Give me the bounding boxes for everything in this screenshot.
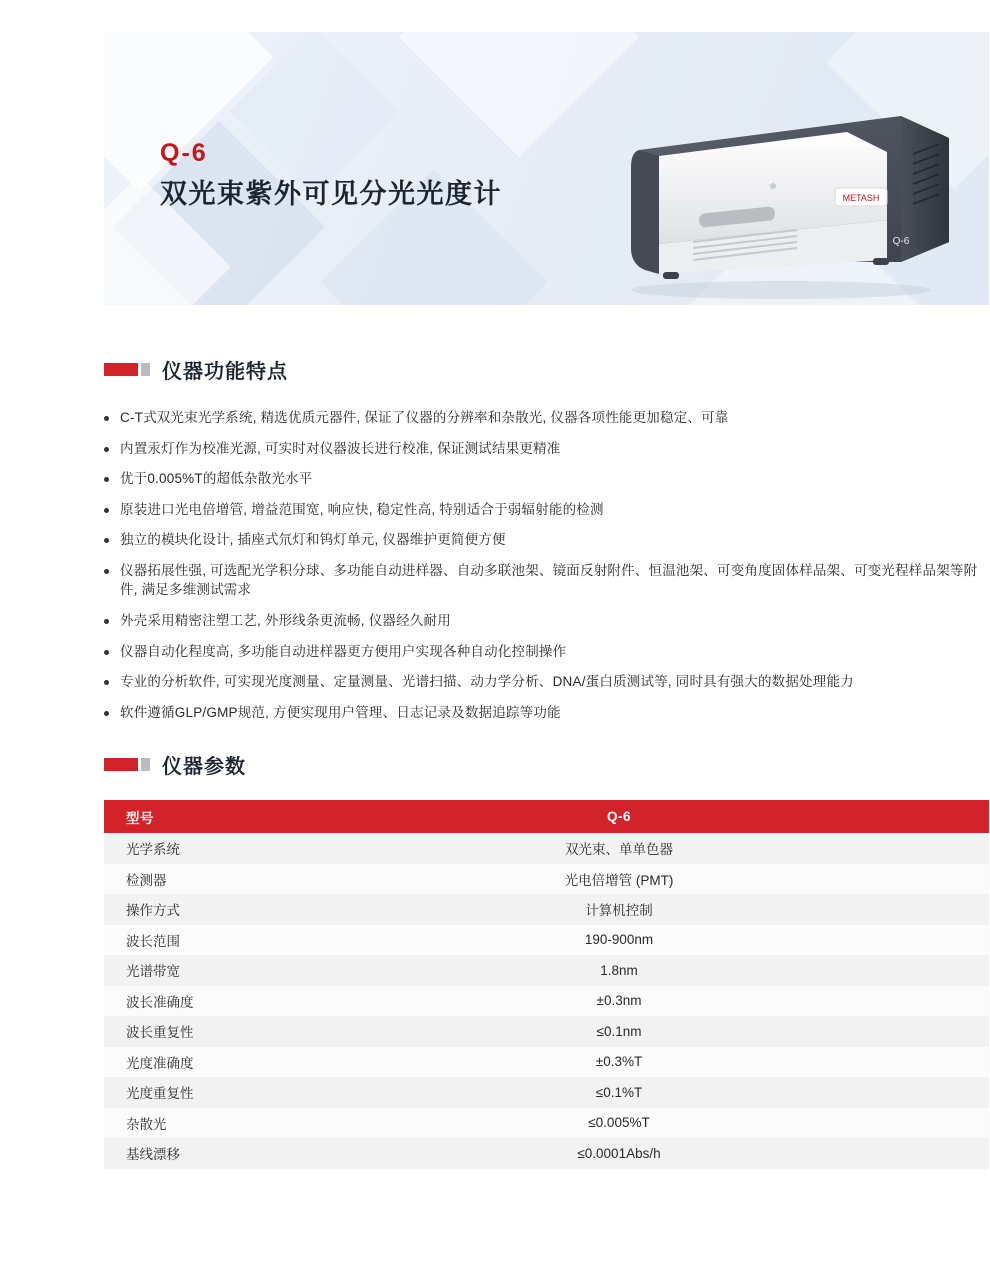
feature-text: 内置汞灯作为校准光源, 可实时对仪器波长进行校准, 保证测试结果更精准: [120, 440, 561, 456]
param-value: 双光束、单单色器: [565, 842, 673, 858]
product-model: Q-6: [160, 139, 208, 167]
bullet-icon: [104, 711, 109, 716]
spectrophotometer-image: [601, 92, 961, 305]
features-list: [104, 408, 990, 733]
feature-text: 外壳采用精密注塑工艺, 外形线条更流畅, 仪器经久耐用: [120, 612, 451, 628]
list-item: [104, 500, 990, 520]
param-value: 计算机控制: [585, 903, 653, 919]
list-item: [104, 439, 990, 459]
bullet-icon: [104, 477, 109, 482]
parameters-section-heading: [104, 750, 246, 779]
parameters-heading-text: 仪器参数: [162, 756, 246, 778]
bullet-icon: [104, 680, 109, 685]
bullet-icon: [104, 619, 109, 624]
table-row: [104, 1016, 989, 1047]
table-row: [104, 986, 989, 1017]
list-item: [104, 642, 990, 662]
param-label: 操作方式: [126, 903, 180, 919]
bullet-icon: [104, 538, 109, 543]
param-label: 波长准确度: [126, 994, 194, 1010]
feature-text: 专业的分析软件, 可实现光度测量、定量测量、光谱扫描、动力学分析、DNA/蛋白质测试等, 同时具有强大的数据处理能力: [120, 674, 854, 690]
bullet-icon: [104, 508, 109, 513]
bullet-icon: [104, 569, 109, 574]
column-header-model: 型号: [104, 800, 249, 833]
table-row: [104, 955, 989, 986]
param-label: 杂散光: [126, 1116, 167, 1132]
product-title: 双光束紫外可见分光光度计: [160, 178, 502, 209]
feature-text: 优于0.005%T的超低杂散光水平: [120, 471, 313, 487]
param-value: ±0.3nm: [596, 993, 642, 1009]
param-value: 190-900nm: [584, 932, 654, 948]
column-header-value: Q-6: [249, 800, 989, 833]
param-value: ≤0.0001Abs/h: [577, 1145, 661, 1161]
bullet-icon: [104, 447, 109, 452]
param-label: 波长重复性: [126, 1025, 194, 1041]
param-value: 光电倍增管 (PMT): [564, 872, 674, 888]
table-row: [104, 894, 989, 925]
feature-text: 原装进口光电倍增管, 增益范围宽, 响应快, 稳定性高, 特别适合于弱辐射能的检测: [120, 501, 604, 517]
list-item: [104, 469, 990, 489]
param-value: ±0.3%T: [595, 1054, 643, 1070]
list-item: [104, 408, 990, 428]
hero-text-block: [160, 140, 502, 210]
param-value: ≤0.1nm: [596, 1023, 642, 1039]
table-row: [104, 925, 989, 956]
heading-marker-icon: [104, 363, 150, 376]
hero-banner: [104, 32, 989, 305]
param-label: 波长范围: [126, 933, 180, 949]
bullet-icon: [104, 650, 109, 655]
list-item: [104, 672, 990, 692]
feature-text: 仪器拓展性强, 可选配光学积分球、多功能自动进样器、自动多联池架、镜面反射附件、恒温池架、可变角度固体样品架、可变光程样品架等附件, 满足多维测试需求: [120, 562, 978, 598]
feature-text: 软件遵循GLP/GMP规范, 方便实现用户管理、日志记录及数据追踪等功能: [120, 704, 561, 720]
feature-text: 仪器自动化程度高, 多功能自动进样器更方便用户实现各种自动化控制操作: [120, 643, 567, 659]
table-row: [104, 1077, 989, 1108]
table-row: [104, 833, 989, 864]
feature-text: C-T式双光束光学系统, 精选优质元器件, 保证了仪器的分辨率和杂散光, 仪器各项性能更加稳定、可靠: [120, 410, 729, 425]
heading-marker-icon: [104, 758, 150, 771]
list-item: [104, 561, 990, 600]
param-label: 光度准确度: [126, 1055, 194, 1071]
param-label: 光学系统: [126, 842, 180, 858]
table-row: [104, 1108, 989, 1139]
param-value: 1.8nm: [600, 962, 638, 978]
features-section-heading: [104, 355, 288, 384]
table-row: [104, 864, 989, 895]
device-model-label: Q-6: [892, 236, 910, 247]
table-row: [104, 1138, 989, 1169]
param-label: 光度重复性: [126, 1086, 194, 1102]
list-item: [104, 703, 990, 723]
param-value: ≤0.005%T: [588, 1115, 650, 1131]
param-label: 检测器: [126, 872, 167, 888]
table-row: [104, 1047, 989, 1078]
device-brand-label: METASH: [842, 193, 880, 203]
table-header-row: [104, 800, 989, 833]
feature-text: 独立的模块化设计, 插座式氘灯和钨灯单元, 仪器维护更简便方便: [120, 532, 506, 548]
param-label: 光谱带宽: [126, 964, 180, 980]
param-value: ≤0.1%T: [595, 1084, 643, 1100]
list-item: [104, 530, 990, 550]
param-label: 基线漂移: [126, 1147, 180, 1163]
list-item: [104, 611, 990, 631]
features-heading-text: 仪器功能特点: [162, 361, 288, 383]
bullet-icon: [104, 416, 109, 421]
parameters-table: [104, 800, 989, 1169]
